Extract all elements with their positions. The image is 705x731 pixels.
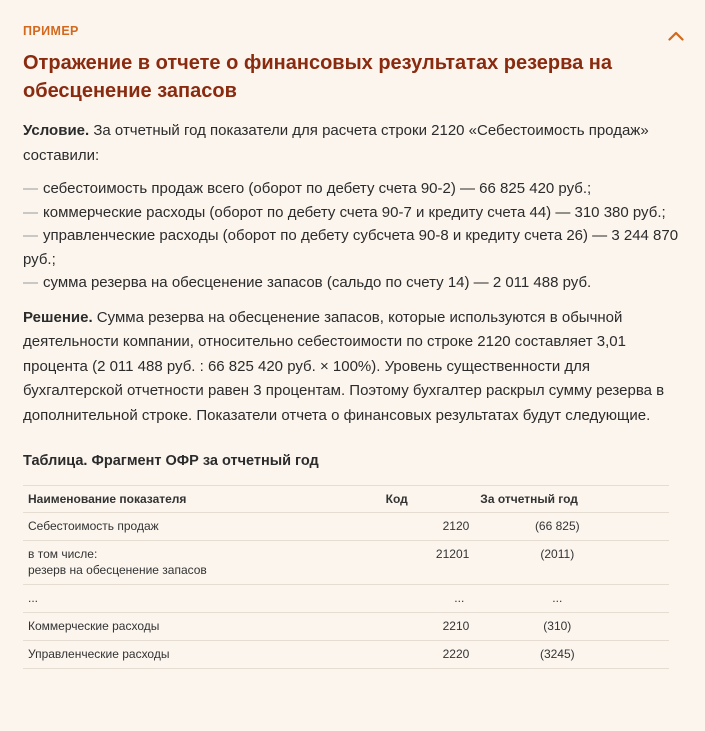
condition-text: За отчетный год показатели для расчета строки 2120 «Себестоимость продаж» составили: (23, 122, 649, 164)
row-value: (66 825) (473, 513, 669, 541)
row-code: ... (382, 585, 474, 613)
example-title: Отражение в отчете о финансовых результатах резерва на обесценение запасов (23, 52, 613, 102)
row-name: ... (23, 585, 382, 613)
condition-paragraph (23, 119, 688, 168)
row-name: Себестоимость продаж (23, 513, 382, 541)
example-label: ПРИМЕР (23, 24, 79, 38)
chevron-up-icon[interactable] (667, 29, 685, 43)
row-name: Управленческие расходы (23, 641, 382, 669)
condition-list (23, 177, 688, 295)
row-code: 2210 (382, 613, 474, 641)
solution-text: Сумма резерва на обесценение запасов, которые используются в обычной деятельности компании, относительно себестоимости по строке 2120 составляет 3,01 процента (2 011 488 руб. : 66 825 420 руб. × 100%). Уровень существенности для бухгалтерской отчетности равен 3 процентам. Поэтому бухгалтер раскрыл сумму резерва в дополнительной строке. Показатели отчета о финансовых результатах будут следующие. (23, 308, 665, 424)
row-code: 21201 (382, 541, 474, 585)
row-value: (3245) (473, 641, 669, 669)
solution-paragraph (23, 306, 688, 429)
ofr-table (23, 485, 669, 669)
row-value: (2011) (473, 541, 669, 585)
list-item: — себестоимость продаж всего (оборот по дебету счета 90-2) — 66 825 420 руб.; (23, 180, 592, 197)
table-row (23, 585, 669, 613)
table-row (23, 613, 669, 641)
row-name: Коммерческие расходы (23, 613, 382, 641)
row-code: 2120 (382, 513, 474, 541)
table-row (23, 641, 669, 669)
table-header-row (23, 486, 669, 513)
list-item: — коммерческие расходы (оборот по дебету счета 90-7 и кредиту счета 44) — 310 380 руб.; (23, 203, 666, 221)
row-name: в том числе: резерв на обесценение запасов (23, 541, 382, 585)
row-value: ... (473, 585, 669, 613)
list-item: — управленческие расходы (оборот по дебету субсчета 90-8 и кредиту счета 26) — 3 244 870 руб.; (23, 227, 679, 268)
header-code: Код (382, 486, 474, 513)
list-item: — сумма резерва на обесценение запасов (сальдо по счету 14) — 2 011 488 руб. (23, 274, 592, 291)
header-name: Наименование показателя (23, 486, 382, 513)
table-title: Таблица. Фрагмент ОФР за отчетный год (23, 453, 319, 469)
condition-lead: Условие. (23, 122, 90, 139)
header-value: За отчетный год (473, 486, 669, 513)
row-value: (310) (473, 613, 669, 641)
row-code: 2220 (382, 641, 474, 669)
table-row (23, 541, 669, 585)
table-row (23, 513, 669, 541)
solution-lead: Решение. (23, 308, 93, 326)
